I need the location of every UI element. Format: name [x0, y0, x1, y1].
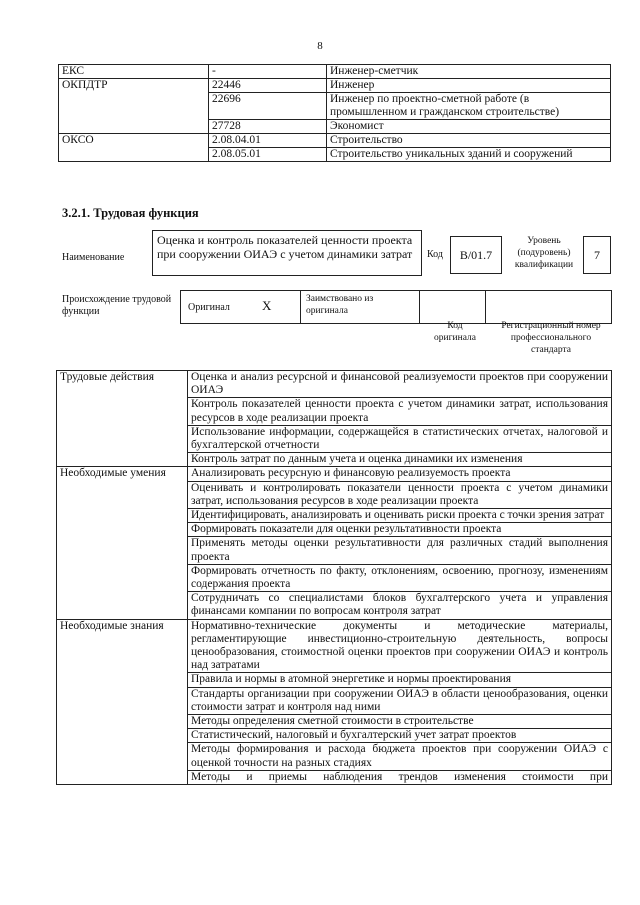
list-item: Статистический, налоговый и бухгалтерский учет затрат проектов [188, 729, 612, 743]
required-skills-label: Необходимые умения [57, 467, 188, 619]
page-number: 8 [317, 40, 323, 52]
list-item: Правила и нормы в атомной энергетике и нормы проектирования [188, 673, 612, 687]
list-item: Сотрудничать со специалистами блоков бухгалтерского учета и управления финансами компании по вопросам контроля затрат [188, 592, 612, 619]
classifier-name: ОКСО [59, 134, 209, 162]
classifier-title: Строительство [327, 134, 611, 148]
table-row [59, 79, 611, 93]
classifier-table [58, 64, 611, 162]
list-item: Оценивать и контролировать показатели ценности проекта с учетом динамики затрат, использования ресурсов в ходе реализации проекта [188, 481, 612, 508]
code-original-label: Код оригинала [434, 321, 476, 343]
classifier-title: Строительство уникальных зданий и сооружений [327, 148, 611, 162]
classifier-code: 27728 [209, 120, 327, 134]
level-label: Уровень (подуровень) квалификации [514, 236, 574, 270]
list-item: Формировать отчетность по факту, отклонениям, освоению, прогнозу, изменениям содержания проекта [188, 564, 612, 591]
name-label: Наименование [62, 252, 125, 263]
list-item: Оценка и анализ ресурсной и финансовой реализуемости проектов при сооружении ОИАЭ [188, 371, 612, 398]
original-label: Оригинал [188, 302, 230, 313]
list-item: Анализировать ресурсную и финансовую реализуемость проекта [188, 467, 612, 481]
list-item: Идентифицировать, анализировать и оценивать риски проекта с точки зрения затрат [188, 509, 612, 523]
classifier-code: 22446 [209, 79, 327, 93]
list-item: Использование информации, содержащейся в статистических отчетах, налоговой и бухгалтерской отчетности [188, 425, 612, 452]
classifier-code: - [209, 65, 327, 79]
reg-number-box [486, 290, 612, 324]
code-original-box [420, 290, 486, 324]
origin-label: Происхождение трудовой функции [62, 294, 172, 317]
list-item: Методы формирования и расхода бюджета проектов при сооружении ОИАЭ с оценкой точности на разных стадиях [188, 743, 612, 770]
code-label: Код [427, 249, 443, 260]
list-item: Применять методы оценки результативности для различных стадий выполнения проекта [188, 537, 612, 564]
classifier-name: ЕКС [59, 65, 209, 79]
reg-number-label: Регистрационный номер профессионального стандарта [501, 321, 601, 355]
original-mark: X [262, 298, 272, 313]
labor-actions-label: Трудовые действия [57, 371, 188, 467]
classifier-title: Инженер [327, 79, 611, 93]
classifier-name: ОКПДТР [59, 79, 209, 134]
borrowed-box: Заимствовано из оригинала [300, 290, 420, 324]
list-item: Контроль затрат по данным учета и оценка динамики их изменения [188, 453, 612, 467]
classifier-title: Экономист [327, 120, 611, 134]
list-item: Формировать показатели для оценки результативности проекта [188, 523, 612, 537]
list-item: Нормативно-технические документы и методические материалы, регламентирующие инвестиционно-строительную деятельность, вопросы ценообразования, стоимостной оценки проектов при сооружении ОИАЭ и контроль над затратами [188, 619, 612, 673]
list-item: Стандарты организации при сооружении ОИАЭ в области ценообразования, оценки стоимости затрат и контроля над ними [188, 687, 612, 714]
function-name-box: Оценка и контроль показателей ценности проекта при сооружении ОИАЭ с учетом динамики затрат [152, 230, 422, 276]
required-knowledge-label: Необходимые знания [57, 619, 188, 784]
level-value-box: 7 [583, 236, 611, 274]
table-row [59, 65, 611, 79]
function-details-table [56, 370, 612, 785]
function-code-box: B/01.7 [450, 236, 502, 274]
table-row [57, 467, 612, 481]
classifier-code: 22696 [209, 93, 327, 120]
classifier-title: Инженер-сметчик [327, 65, 611, 79]
list-item: Методы и приемы наблюдения трендов изменения стоимости при [188, 770, 612, 784]
section-title: 3.2.1. Трудовая функция [62, 206, 199, 220]
table-row [59, 134, 611, 148]
table-row [57, 371, 612, 398]
list-item: Методы определения сметной стоимости в строительстве [188, 715, 612, 729]
table-row [57, 619, 612, 673]
classifier-code: 2.08.04.01 [209, 134, 327, 148]
classifier-code: 2.08.05.01 [209, 148, 327, 162]
list-item: Контроль показателей ценности проекта с учетом динамики затрат, использования ресурсов в ходе реализации проекта [188, 398, 612, 425]
classifier-title: Инженер по проектно-сметной работе (в промышленном и гражданском строительстве) [327, 93, 611, 120]
